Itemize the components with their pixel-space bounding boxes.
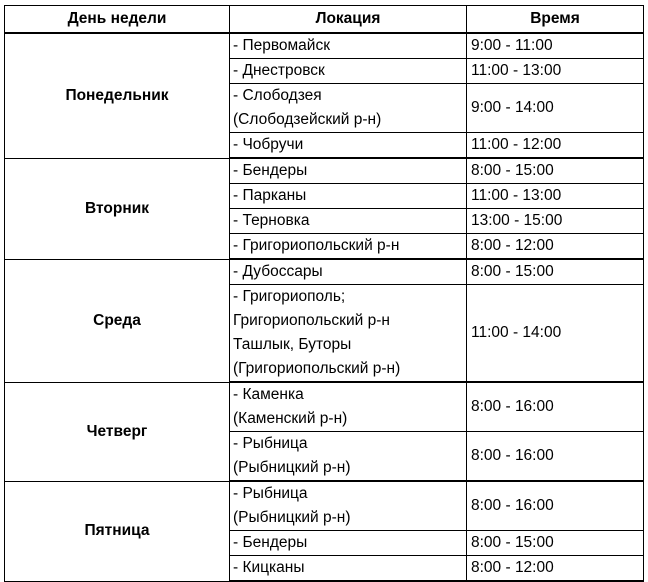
location-cell: - Рыбница (Рыбницкий р-н) (230, 481, 467, 531)
time-cell: 11:00 - 12:00 (467, 133, 644, 159)
location-cell: - Днестровск (230, 59, 467, 84)
location-cell: - Бендеры (230, 531, 467, 556)
location-cell: - Бендеры (230, 158, 467, 184)
header-row (5, 6, 644, 34)
table-row (5, 158, 644, 184)
location-cell: - Рыбница (Рыбницкий р-н) (230, 432, 467, 482)
header-time: Время (467, 6, 644, 34)
day-cell: Пятница (5, 481, 230, 581)
time-cell: 8:00 - 16:00 (467, 382, 644, 432)
schedule-table (4, 5, 644, 582)
location-cell: - Слободзея (Слободзейский р-н) (230, 84, 467, 133)
time-cell: 8:00 - 12:00 (467, 234, 644, 260)
table-row (5, 259, 644, 285)
time-cell: 8:00 - 16:00 (467, 432, 644, 482)
day-cell: Понедельник (5, 33, 230, 158)
location-cell: - Чобручи (230, 133, 467, 159)
time-cell: 8:00 - 15:00 (467, 531, 644, 556)
location-cell: - Парканы (230, 184, 467, 209)
time-cell: 8:00 - 16:00 (467, 481, 644, 531)
time-cell: 11:00 - 13:00 (467, 184, 644, 209)
location-cell: - Дубоссары (230, 259, 467, 285)
location-cell: - Кицканы (230, 556, 467, 582)
table-row (5, 481, 644, 531)
header-location: Локация (230, 6, 467, 34)
table-row (5, 33, 644, 59)
header-day: День недели (5, 6, 230, 34)
location-cell: - Григориополь; Григориопольский р-н Ташлык, Буторы (Григориопольский р-н) (230, 285, 467, 383)
location-cell: - Первомайск (230, 33, 467, 59)
table-row (5, 382, 644, 432)
day-cell: Четверг (5, 382, 230, 481)
time-cell: 11:00 - 13:00 (467, 59, 644, 84)
location-cell: - Григориопольский р-н (230, 234, 467, 260)
time-cell: 9:00 - 14:00 (467, 84, 644, 133)
time-cell: 8:00 - 15:00 (467, 259, 644, 285)
time-cell: 9:00 - 11:00 (467, 33, 644, 59)
day-cell: Среда (5, 259, 230, 382)
location-cell: - Терновка (230, 209, 467, 234)
time-cell: 11:00 - 14:00 (467, 285, 644, 383)
day-cell: Вторник (5, 158, 230, 259)
schedule-body (5, 33, 644, 581)
time-cell: 8:00 - 15:00 (467, 158, 644, 184)
time-cell: 8:00 - 12:00 (467, 556, 644, 582)
location-cell: - Каменка (Каменский р-н) (230, 382, 467, 432)
time-cell: 13:00 - 15:00 (467, 209, 644, 234)
